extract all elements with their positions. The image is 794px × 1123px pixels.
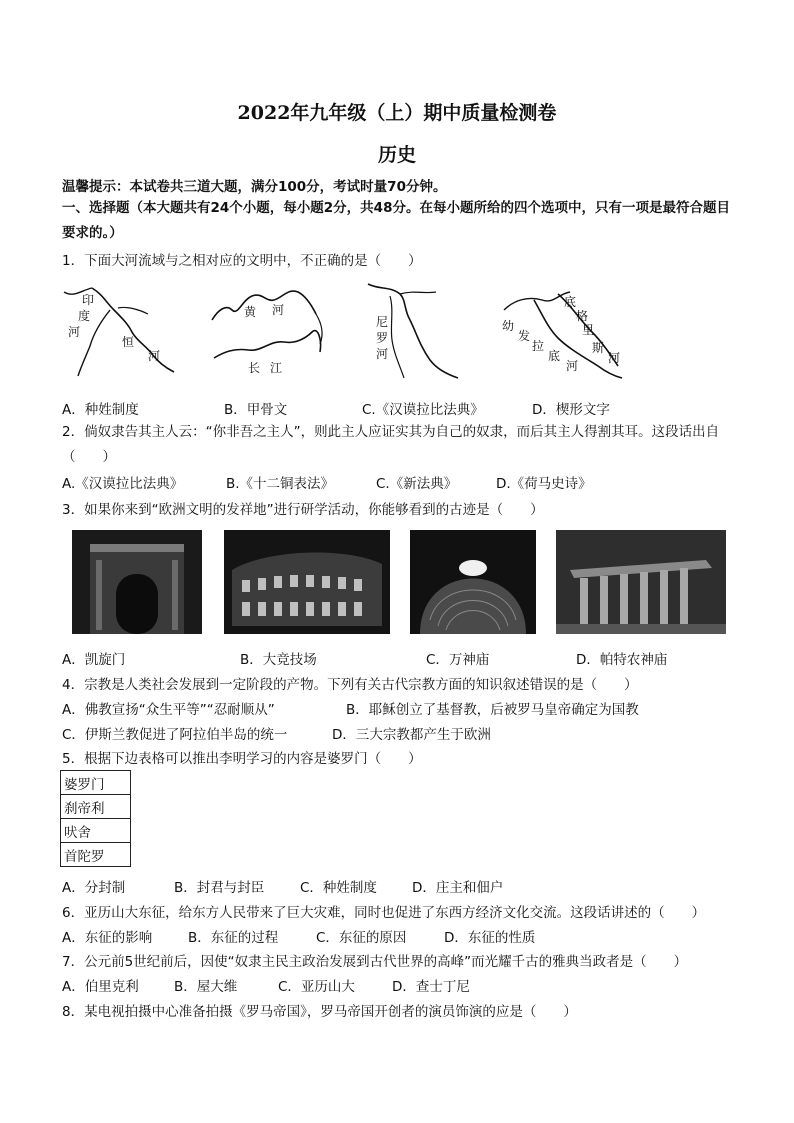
map2-label: 黄 — [244, 305, 257, 319]
q1-option-b[interactable]: B．甲骨文 — [224, 402, 288, 418]
q2-option-a[interactable]: A.《汉谟拉比法典》 — [62, 476, 184, 492]
map2-label: 长 — [248, 361, 261, 375]
table-cell: 婆罗门 — [61, 771, 131, 795]
map4-label: 发 — [518, 329, 531, 343]
subject-title: 历史 — [377, 144, 416, 166]
map-nile — [360, 280, 470, 384]
q3-option-a[interactable]: A．凯旋门 — [62, 652, 126, 668]
map3-label: 罗 — [376, 331, 389, 345]
q7-option-d[interactable]: D．查士丁尼 — [392, 979, 470, 995]
q3-option-b[interactable]: B．大竞技场 — [240, 652, 317, 668]
q6-option-a[interactable]: A．东征的影响 — [62, 930, 153, 946]
q3-option-d[interactable]: D．帕特农神庙 — [576, 652, 668, 668]
map4-label: 幼 — [502, 319, 515, 333]
map-yellow-yangtze — [208, 280, 328, 384]
table-cell: 首陀罗 — [61, 843, 131, 867]
q5-option-b[interactable]: B．封君与封臣 — [174, 880, 265, 896]
arch-of-triumph-photo — [72, 530, 202, 634]
map4-label: 河 — [608, 351, 621, 365]
q7-option-a[interactable]: A．伯里克利 — [62, 979, 139, 995]
q5-options — [62, 876, 503, 896]
map4-label: 底 — [564, 295, 577, 309]
parthenon-photo — [556, 530, 726, 634]
q6-stem: 6．亚历山大东征，给东方人民带来了巨大灾难，同时也促进了东西方经济文化交流。这段话讲述的（ ） — [62, 905, 706, 921]
caste-table — [60, 770, 131, 867]
map2-label: 江 — [270, 361, 283, 375]
map-indus-ganges — [62, 280, 182, 384]
q5-option-d[interactable]: D．庄主和佃户 — [412, 880, 504, 896]
colosseum-photo — [224, 530, 390, 634]
q1-options — [62, 398, 610, 418]
map4-label: 里 — [582, 323, 595, 337]
q1-option-a[interactable]: A．种姓制度 — [62, 402, 139, 418]
map1-label: 恒 — [122, 335, 135, 349]
map1-label: 河 — [68, 325, 81, 339]
map1-label: 度 — [78, 309, 91, 323]
q2-option-d[interactable]: D.《荷马史诗》 — [496, 476, 592, 492]
q6-option-b[interactable]: B．东征的过程 — [188, 930, 279, 946]
q4-options-row2 — [62, 723, 491, 743]
q5-option-a[interactable]: A．分封制 — [62, 880, 126, 896]
q4-option-b[interactable]: B．耶稣创立了基督教，后被罗马皇帝确定为国教 — [346, 702, 639, 718]
map2-label: 河 — [272, 303, 285, 317]
q7-options — [62, 975, 470, 995]
map4-label: 斯 — [592, 341, 605, 355]
q4-options-row1 — [62, 698, 639, 718]
q3-option-c[interactable]: C．万神庙 — [426, 652, 490, 668]
q2-stem: 2．倘奴隶告其主人云：“你非吾之主人”，则此主人应证实其为自己的奴隶，而后其主人得割其耳。这段话出自（ ） — [62, 424, 720, 465]
q6-option-d[interactable]: D．东征的性质 — [444, 930, 536, 946]
q8-stem: 8．某电视拍摄中心准备拍摄《罗马帝国》，罗马帝国开创者的演员饰演的应是（ ） — [62, 1004, 577, 1020]
pantheon-photo — [410, 530, 536, 634]
q6-options — [62, 926, 535, 946]
q3-options — [62, 648, 667, 668]
q3-stem: 3．如果你来到“欧洲文明的发祥地”进行研学活动，你能够看到的古迹是（ ） — [62, 502, 544, 518]
q4-option-a[interactable]: A．佛教宣扬“众生平等”“忍耐顺从” — [62, 702, 275, 718]
q5-option-c[interactable]: C．种姓制度 — [300, 880, 377, 896]
map4-label: 拉 — [532, 339, 545, 353]
q5-stem: 5．根据下边表格可以推出李明学习的内容是婆罗门（ ） — [62, 751, 422, 767]
q2-option-c[interactable]: C.《新法典》 — [376, 476, 458, 492]
q2-options — [62, 472, 592, 492]
q1-option-d[interactable]: D．楔形文字 — [532, 402, 610, 418]
q4-option-d[interactable]: D．三大宗教都产生于欧洲 — [332, 727, 491, 743]
map3-label: 河 — [376, 347, 389, 361]
map3-label: 尼 — [376, 315, 389, 329]
q1-option-c[interactable]: C.《汉谟拉比法典》 — [362, 402, 484, 418]
section-heading: 一、选择题（本大题共有24个小题，每小题2分，共48分。在每小题所给的四个选项中，只有一项是最符合题目要求的。） — [62, 200, 730, 241]
q7-stem: 7．公元前5世纪前后，因使“奴隶主民主政治发展到古代世界的高峰”而光耀千古的雅典当政者是（ ） — [62, 954, 688, 970]
q4-option-c[interactable]: C．伊斯兰教促进了阿拉伯半岛的统一 — [62, 727, 288, 743]
map1-label: 印 — [82, 293, 95, 307]
q7-option-c[interactable]: C．亚历山大 — [278, 979, 355, 995]
map4-label: 河 — [566, 359, 579, 373]
map4-label: 底 — [548, 349, 561, 363]
map4-label: 格 — [576, 309, 589, 323]
q2-option-b[interactable]: B.《十二铜表法》 — [226, 476, 335, 492]
notice: 温馨提示：本试卷共三道大题，满分100分，考试时量70分钟。 — [62, 179, 447, 195]
map-tigris-euphrates — [498, 280, 628, 384]
map1-label: 河 — [148, 349, 161, 363]
table-cell: 吠舍 — [61, 819, 131, 843]
q6-option-c[interactable]: C．东征的原因 — [316, 930, 407, 946]
q4-stem: 4．宗教是人类社会发展到一定阶段的产物。下列有关古代宗教方面的知识叙述错误的是（ ） — [62, 677, 638, 693]
q7-option-b[interactable]: B．屋大维 — [174, 979, 238, 995]
q1-stem: 1．下面大河流域与之相对应的文明中，不正确的是（ ） — [62, 253, 422, 269]
table-cell: 刹帝利 — [61, 795, 131, 819]
exam-title: 2022年九年级（上）期中质量检测卷 — [237, 102, 557, 124]
